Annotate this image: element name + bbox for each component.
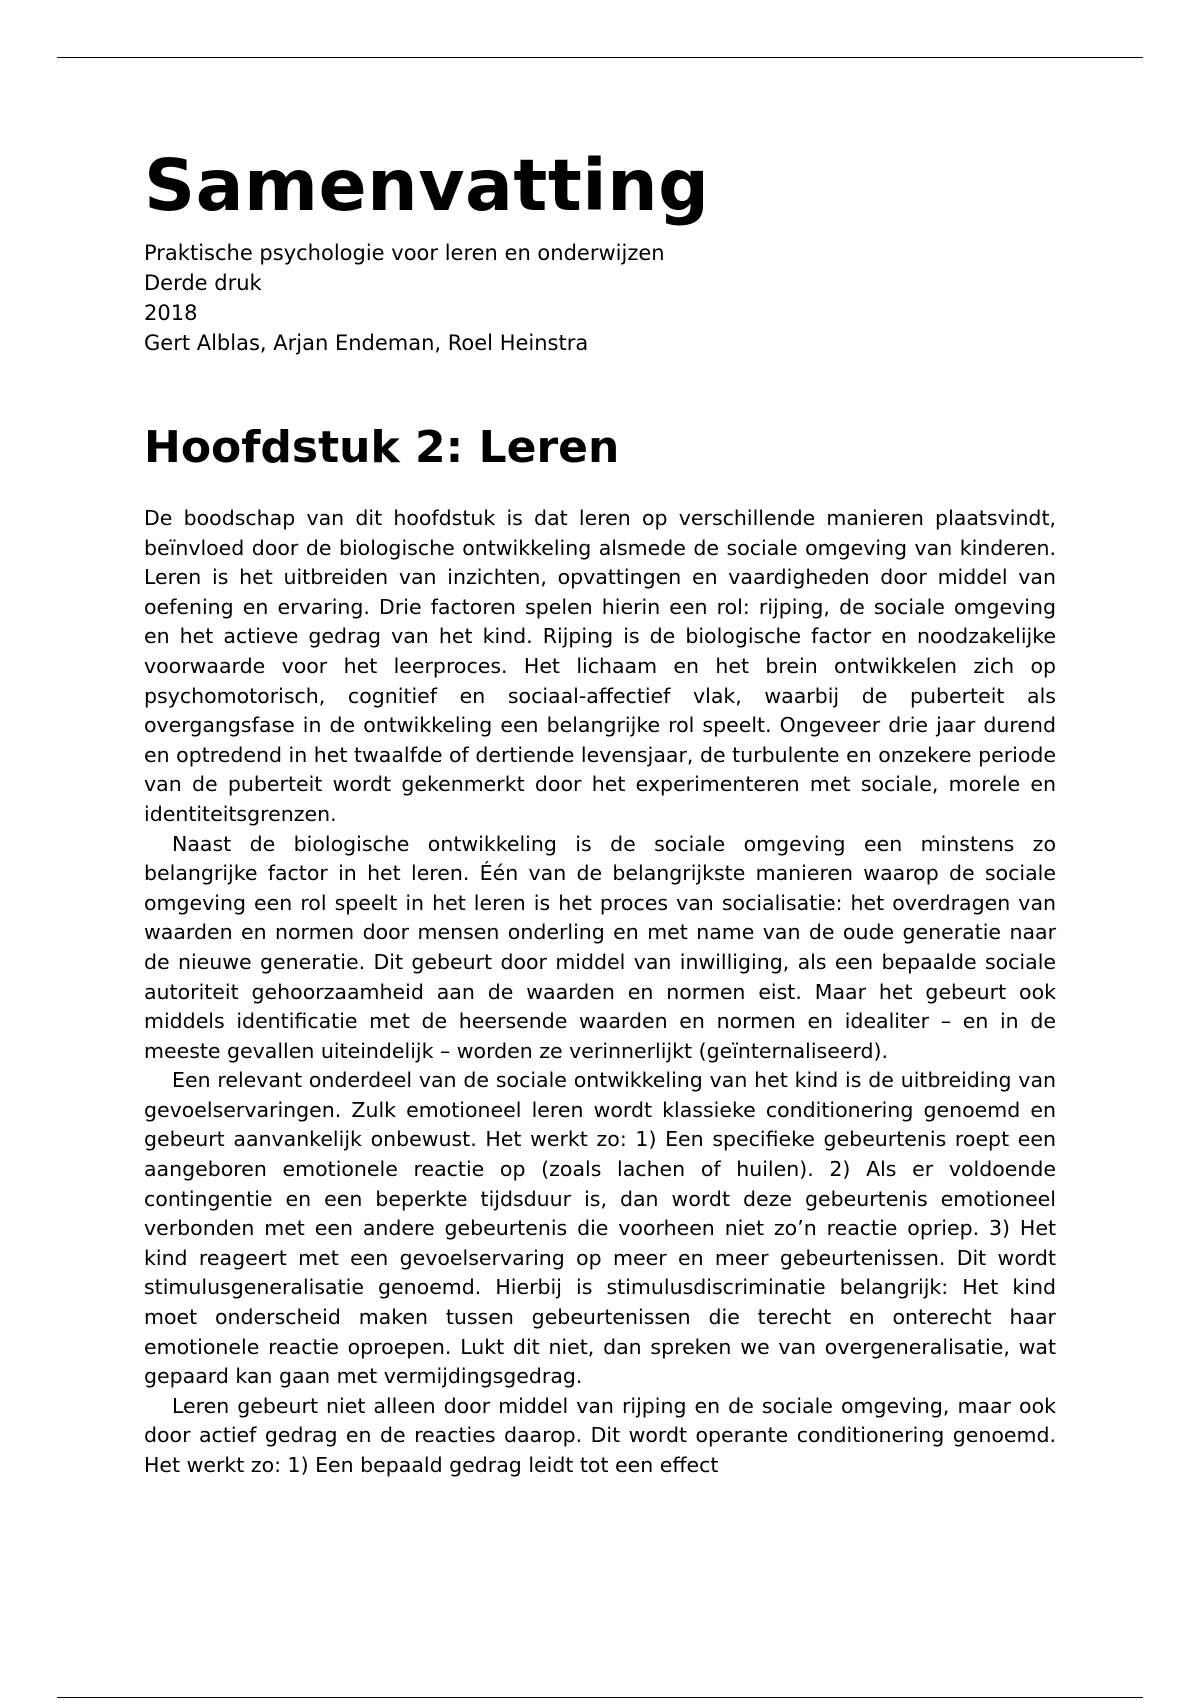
body-paragraph: Naast de biologische ontwikkeling is de sociale omgeving een minstens zo belangrijke factor in het leren. Één van de belangrijkste manieren waarop de sociale omgeving een rol speelt in het leren is het proces van socialisatie: het overdragen van waarden en normen door mensen onderling en met name van de oude generatie naar de nieuwe generatie. Dit gebeurt door middel van inwilliging, als een bepaalde sociale autoriteit gehoorzaamheid aan de waarden en normen eist. Maar het gebeurt ook middels identificatie met de heersende waarden en normen en idealiter – en in de meeste gevallen uiteindelijk – worden ze verinnerlijkt (geïnternaliseerd). — [144, 831, 1056, 1063]
book-authors: Gert Alblas, Arjan Endeman, Roel Heinstra — [144, 331, 589, 355]
document-meta — [144, 238, 1056, 358]
chapter-body — [144, 504, 1056, 1481]
document-page — [144, 142, 1056, 1481]
body-paragraph: Leren gebeurt niet alleen door middel van rijping en de sociale omgeving, maar ook door actief gedrag en de reacties daarop. Dit wordt operante conditionering genoemd. Het werkt zo: 1) Een bepaald gedrag leidt tot een effect — [144, 1393, 1056, 1477]
document-title: Samenvatting — [144, 144, 710, 227]
bottom-rule — [57, 1697, 1143, 1698]
top-rule — [57, 57, 1143, 58]
book-year: 2018 — [144, 301, 198, 325]
book-edition: Derde druk — [144, 271, 262, 295]
body-paragraph: De boodschap van dit hoofdstuk is dat leren op verschillende manieren plaatsvindt, beïnvloed door de biologische ontwikkeling alsmede de sociale omgeving van kinderen. Leren is het uitbreiden van inzichten, opvattingen en vaardigheden door middel van oefening en ervaring. Drie factoren spelen hierin een rol: rijping, de sociale omgeving en het actieve gedrag van het kind. Rijping is de biologische factor en noodzakelijke voorwaarde voor het leerproces. Het lichaam en het brein ontwikkelen zich op psychomotorisch, cognitief en sociaal-affectief vlak, waarbij de puberteit als overgangsfase in de ontwikkeling een belangrijke rol speelt. Ongeveer drie jaar durend en optredend in het twaalfde of dertiende levensjaar, de turbulente en onzekere periode van de puberteit wordt gekenmerkt door het experimenteren met sociale, morele en identiteitsgrenzen. — [144, 506, 1056, 826]
body-paragraph: Een relevant onderdeel van de sociale ontwikkeling van het kind is de uitbreiding van gevoelservaringen. Zulk emotioneel leren wordt klassieke conditionering genoemd en gebeurt aanvankelijk onbewust. Het werkt zo: 1) Een specifieke gebeurtenis roept een aangeboren emotionele reactie op (zoals lachen of huilen). 2) Als er voldoende contingentie en een beperkte tijdsduur is, dan wordt deze gebeurtenis emotioneel verbonden met een andere gebeurtenis die voorheen niet zo’n reactie opriep. 3) Het kind reageert met een gevoelservaring op meer en meer gebeurtenissen. Dit wordt stimulusgeneralisatie genoemd. Hierbij is stimulusdiscriminatie belangrijk: Het kind moet onderscheid maken tussen gebeurtenissen die terecht en onterecht haar emotionele reactie oproepen. Lukt dit niet, dan spreken we van overgeneralisatie, wat gepaard kan gaan met vermijdingsgedrag. — [144, 1068, 1056, 1389]
book-subtitle: Praktische psychologie voor leren en onderwijzen — [144, 241, 665, 265]
chapter-heading: Hoofdstuk 2: Leren — [144, 422, 620, 473]
